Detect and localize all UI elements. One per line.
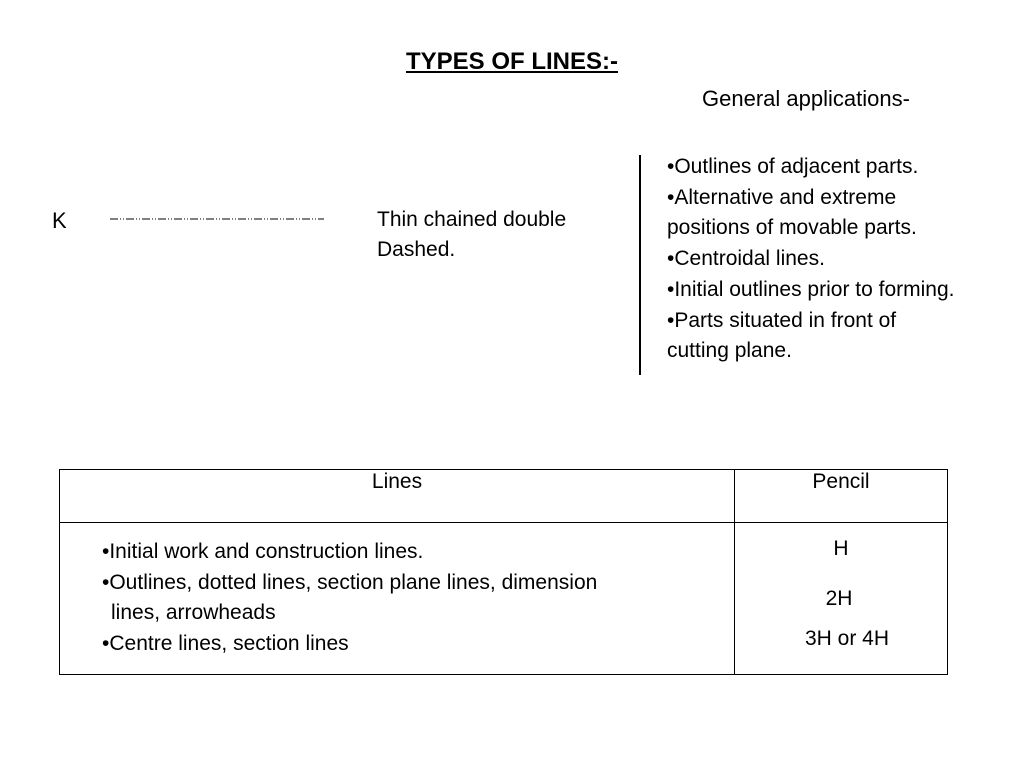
application-item: •Parts situated in front of [667, 308, 897, 332]
applications-list [667, 152, 954, 367]
application-item: positions of movable parts. [667, 216, 917, 240]
chain-double-dash-line-sample [110, 214, 324, 224]
use-item: lines, arrowheads [111, 601, 276, 624]
use-item: •Initial work and construction lines. [102, 540, 424, 563]
application-item: cutting plane. [667, 339, 792, 363]
line-type-description [377, 205, 566, 265]
grade-item: 2H [825, 587, 853, 610]
header-pencil: Pencil [735, 470, 948, 523]
header-lines: Lines [60, 470, 735, 523]
slide-title: TYPES OF LINES:- [405, 48, 618, 75]
application-item: •Outlines of adjacent parts. [667, 155, 919, 178]
use-item: •Centre lines, section lines [102, 631, 349, 655]
description-line-2: Dashed. [377, 238, 456, 261]
pencil-grade-table [59, 469, 948, 675]
grade-item: H [833, 537, 849, 560]
table-header-row [60, 470, 948, 523]
grades-list [735, 537, 947, 650]
application-item: •Centroidal lines. [667, 247, 825, 271]
application-item: •Initial outlines prior to forming. [667, 277, 955, 301]
grades-cell [735, 523, 948, 675]
description-line-1: Thin chained double [377, 208, 567, 231]
general-applications-heading: General applications- [702, 86, 910, 111]
line-type-letter: K [52, 208, 67, 233]
uses-cell [60, 523, 735, 675]
uses-list [102, 537, 734, 659]
grade-item: 3H or 4H [804, 627, 890, 650]
vertical-divider [639, 155, 641, 375]
table-row [60, 523, 948, 675]
application-item: •Alternative and extreme [667, 185, 897, 209]
use-item: •Outlines, dotted lines, section plane lines, dimension [102, 570, 598, 594]
